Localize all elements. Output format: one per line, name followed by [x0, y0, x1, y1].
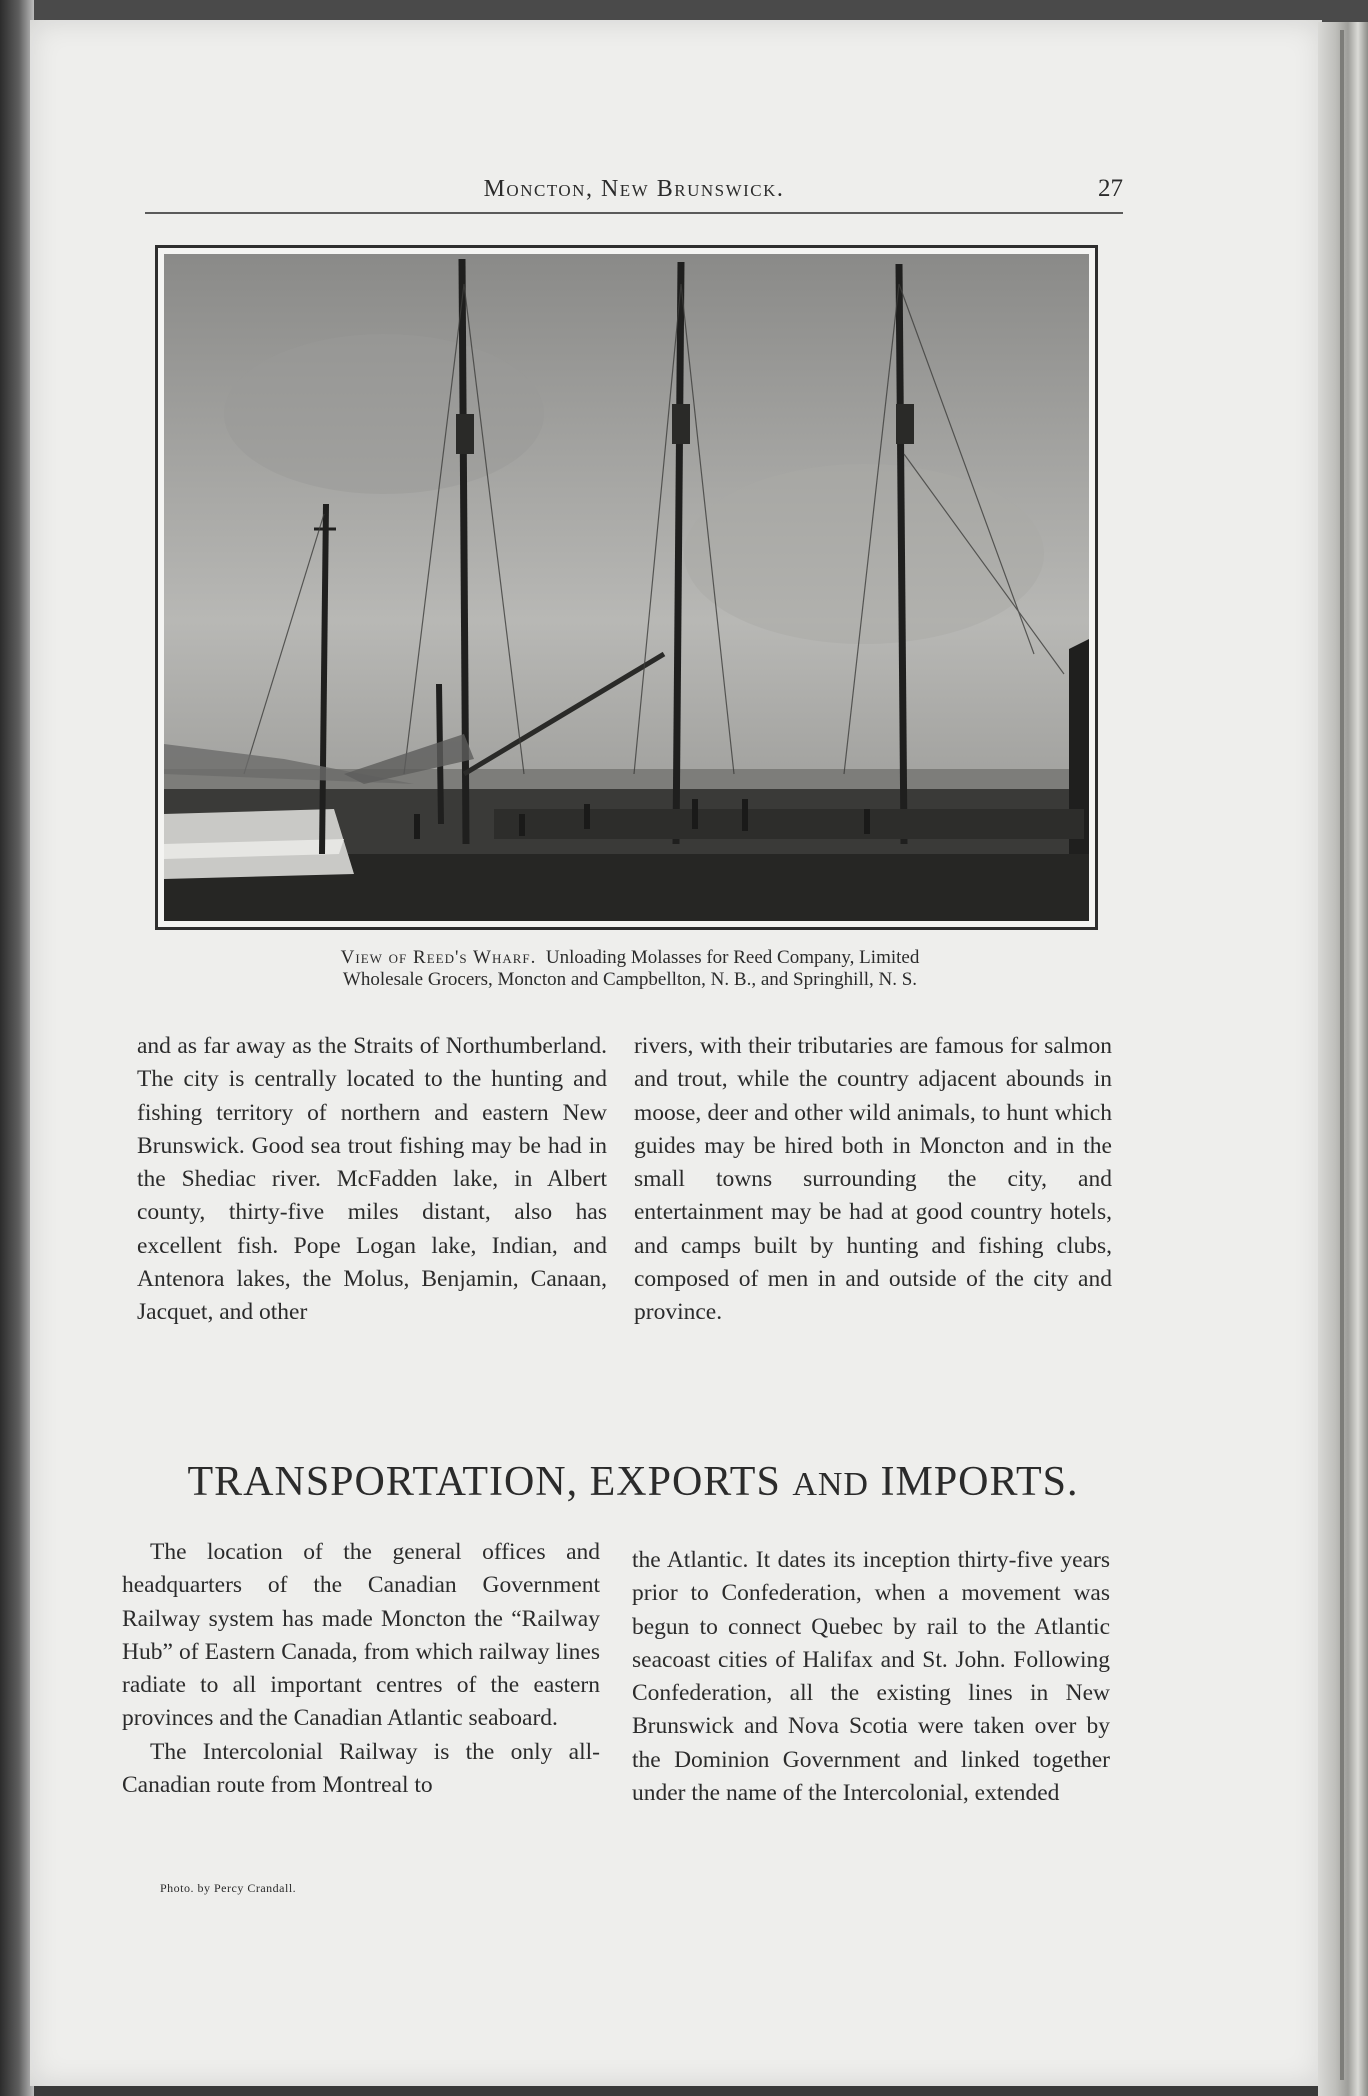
page-stack-edge — [1318, 22, 1368, 2096]
page-number: 27 — [1098, 175, 1123, 202]
caption-label: View of Reed's Wharf. — [340, 947, 537, 968]
paragraph: rivers, with their tributaries are famous for salmon and trout, while the country adjacent abounds in moose, deer and other wild animals, to hunt which guides may be hired both in Moncton and in the small towns surrounding the city, and entertainment may be had at good country hotels, and camps built by hunting and fishing clubs, composed of men in and outside of the city and province. — [634, 1033, 1112, 1326]
right-column-bottom — [632, 1544, 1110, 1810]
paragraph: and as far away as the Straits of Northumberland. The city is centrally located to the hunting and fishing territory of northern and eastern New Brunswick. Good sea trout fishing may be had in the Shediac river. McFadden lake, in Albert county, thirty-five miles distant, also has excellent fish. Pope Logan lake, Indian, and Antenora lakes, the Molus, Benjamin, Canaan, Jacquet, and other — [137, 1033, 607, 1326]
paragraph: The location of the general offices and headquarters of the Canadian Government Railway system has made Moncton the “Railway Hub” of Eastern Canada, from which railway lines radiate to all important centres of the eastern provinces and the Canadian Atlantic seaboard. — [122, 1539, 600, 1732]
running-title: Moncton, New Brunswick. — [483, 176, 785, 202]
paragraph: The Intercolonial Railway is the only all-Canadian route from Montreal to — [122, 1738, 600, 1799]
right-column-top — [634, 1030, 1112, 1330]
caption-text: Unloading Molasses for Reed Company, Limited — [545, 947, 920, 968]
book-binding-edge — [0, 0, 34, 2096]
section-heading: TRANSPORTATION, EXPORTS AND IMPORTS. — [187, 1459, 1079, 1505]
paragraph: the Atlantic. It dates its inception thirty-five years prior to Confederation, when a movement was begun to connect Quebec by rail to the Atlantic seacoast cities of Halifax and St. John. Following Confederation, all the existing lines in New Brunswick and Nova Scotia were taken over by the Dominion Government and linked together under the name of the Intercolonial, extended — [632, 1547, 1110, 1807]
figure-caption-line-1 — [160, 947, 1100, 969]
figure-caption-line-2: Wholesale Grocers, Moncton and Campbellton, N. B., and Springhill, N. S. — [342, 969, 918, 990]
scan-border-top — [0, 0, 1368, 22]
wharf-photograph — [155, 245, 1098, 930]
photo-credit: Photo. by Percy Crandall. — [160, 1881, 297, 1895]
running-header — [145, 170, 1123, 214]
schooner-photo-image — [164, 254, 1089, 921]
left-column-bottom — [122, 1536, 600, 1802]
left-column-top — [137, 1030, 607, 1330]
